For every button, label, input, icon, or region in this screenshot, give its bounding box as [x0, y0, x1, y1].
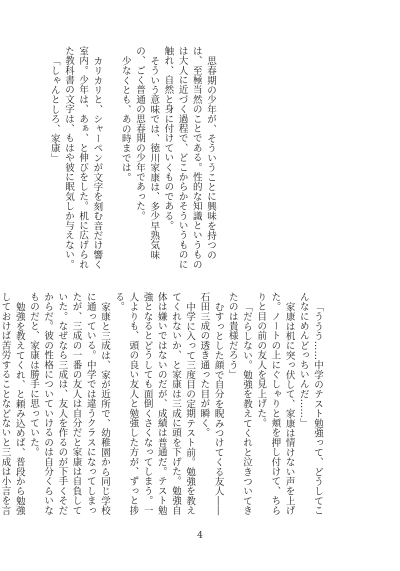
- text-block-upper: [47, 46, 217, 271]
- paragraph: 勉強を教えてくれ、と頼み込めば、普段から勉強しておけば苦労することなどないと三成は小言を言: [0, 292, 25, 516]
- paragraph: そういう意味では、徳川家康は、多少早熟気味の、ごく普通の思春期の少年であった。: [133, 46, 160, 260]
- paragraph: 「ううう……中学のテスト勉強って、どうしてこんなにめんどっちいんだ……」: [297, 292, 323, 515]
- paragraph: 思春期の少年が、そういうことに興味を持つのは、至極当然のことである。性的な知識というものは大人に近づく過程で、どこからかそういうものに触れ、自然と身に付けていくものである。: [162, 46, 216, 270]
- paragraph: [103, 46, 117, 271]
- paragraph: むすっとした顔で自分を睨みつけてくる友人――石田三成の透き通った目が瞬く。: [198, 292, 224, 515]
- paragraph: 「しゃんとしろ、家康」: [48, 55, 60, 163]
- paragraph: カリカリと、シャーペンが文字を刻む音だけ響く室内。少年は、あぁ、と伸びをした。机に広げられた教科書の文字は、もはや彼に眠気しか与えない。: [62, 46, 103, 270]
- paragraph: 家康と三成は、家が近所で、幼稚園から同じ学校に通っている。中学では違うクラスになってしまったが、三成の一番の友人は自分だと家康は自負していた。なぜなら三成は、友人を作るのが下手くそだからだ。彼の性格についていけるのは自分くらいなものだと、家康は勝手に思っていた。: [27, 292, 110, 516]
- paragraph: 「だらしない。勉強を教えてくれと泣きついてきたのは貴様だろう」: [226, 292, 252, 515]
- page-number: 4: [197, 531, 203, 541]
- paragraph: 家康は机に突っ伏して、家康は情けない声を上げた。ノートの上にぐしゃりと頬を押し付けて、ちらりと目の前の友人を見上げた。: [255, 292, 295, 516]
- text-block-lower: [0, 292, 324, 517]
- paragraph: 中学に入って三度目の定期テスト前。勉強を教えてくれないか、と家康は三成に頭を下げた。勉強自体は嫌いではないのだが、成績は普通だ。テスト勉強となるとどうしても面倒くさくなってしまう。一人よりも、頭の良い友人と勉強した方が、ずっと捗る。: [113, 292, 196, 516]
- paragraph: 少なくとも、あの時までは。: [119, 55, 131, 182]
